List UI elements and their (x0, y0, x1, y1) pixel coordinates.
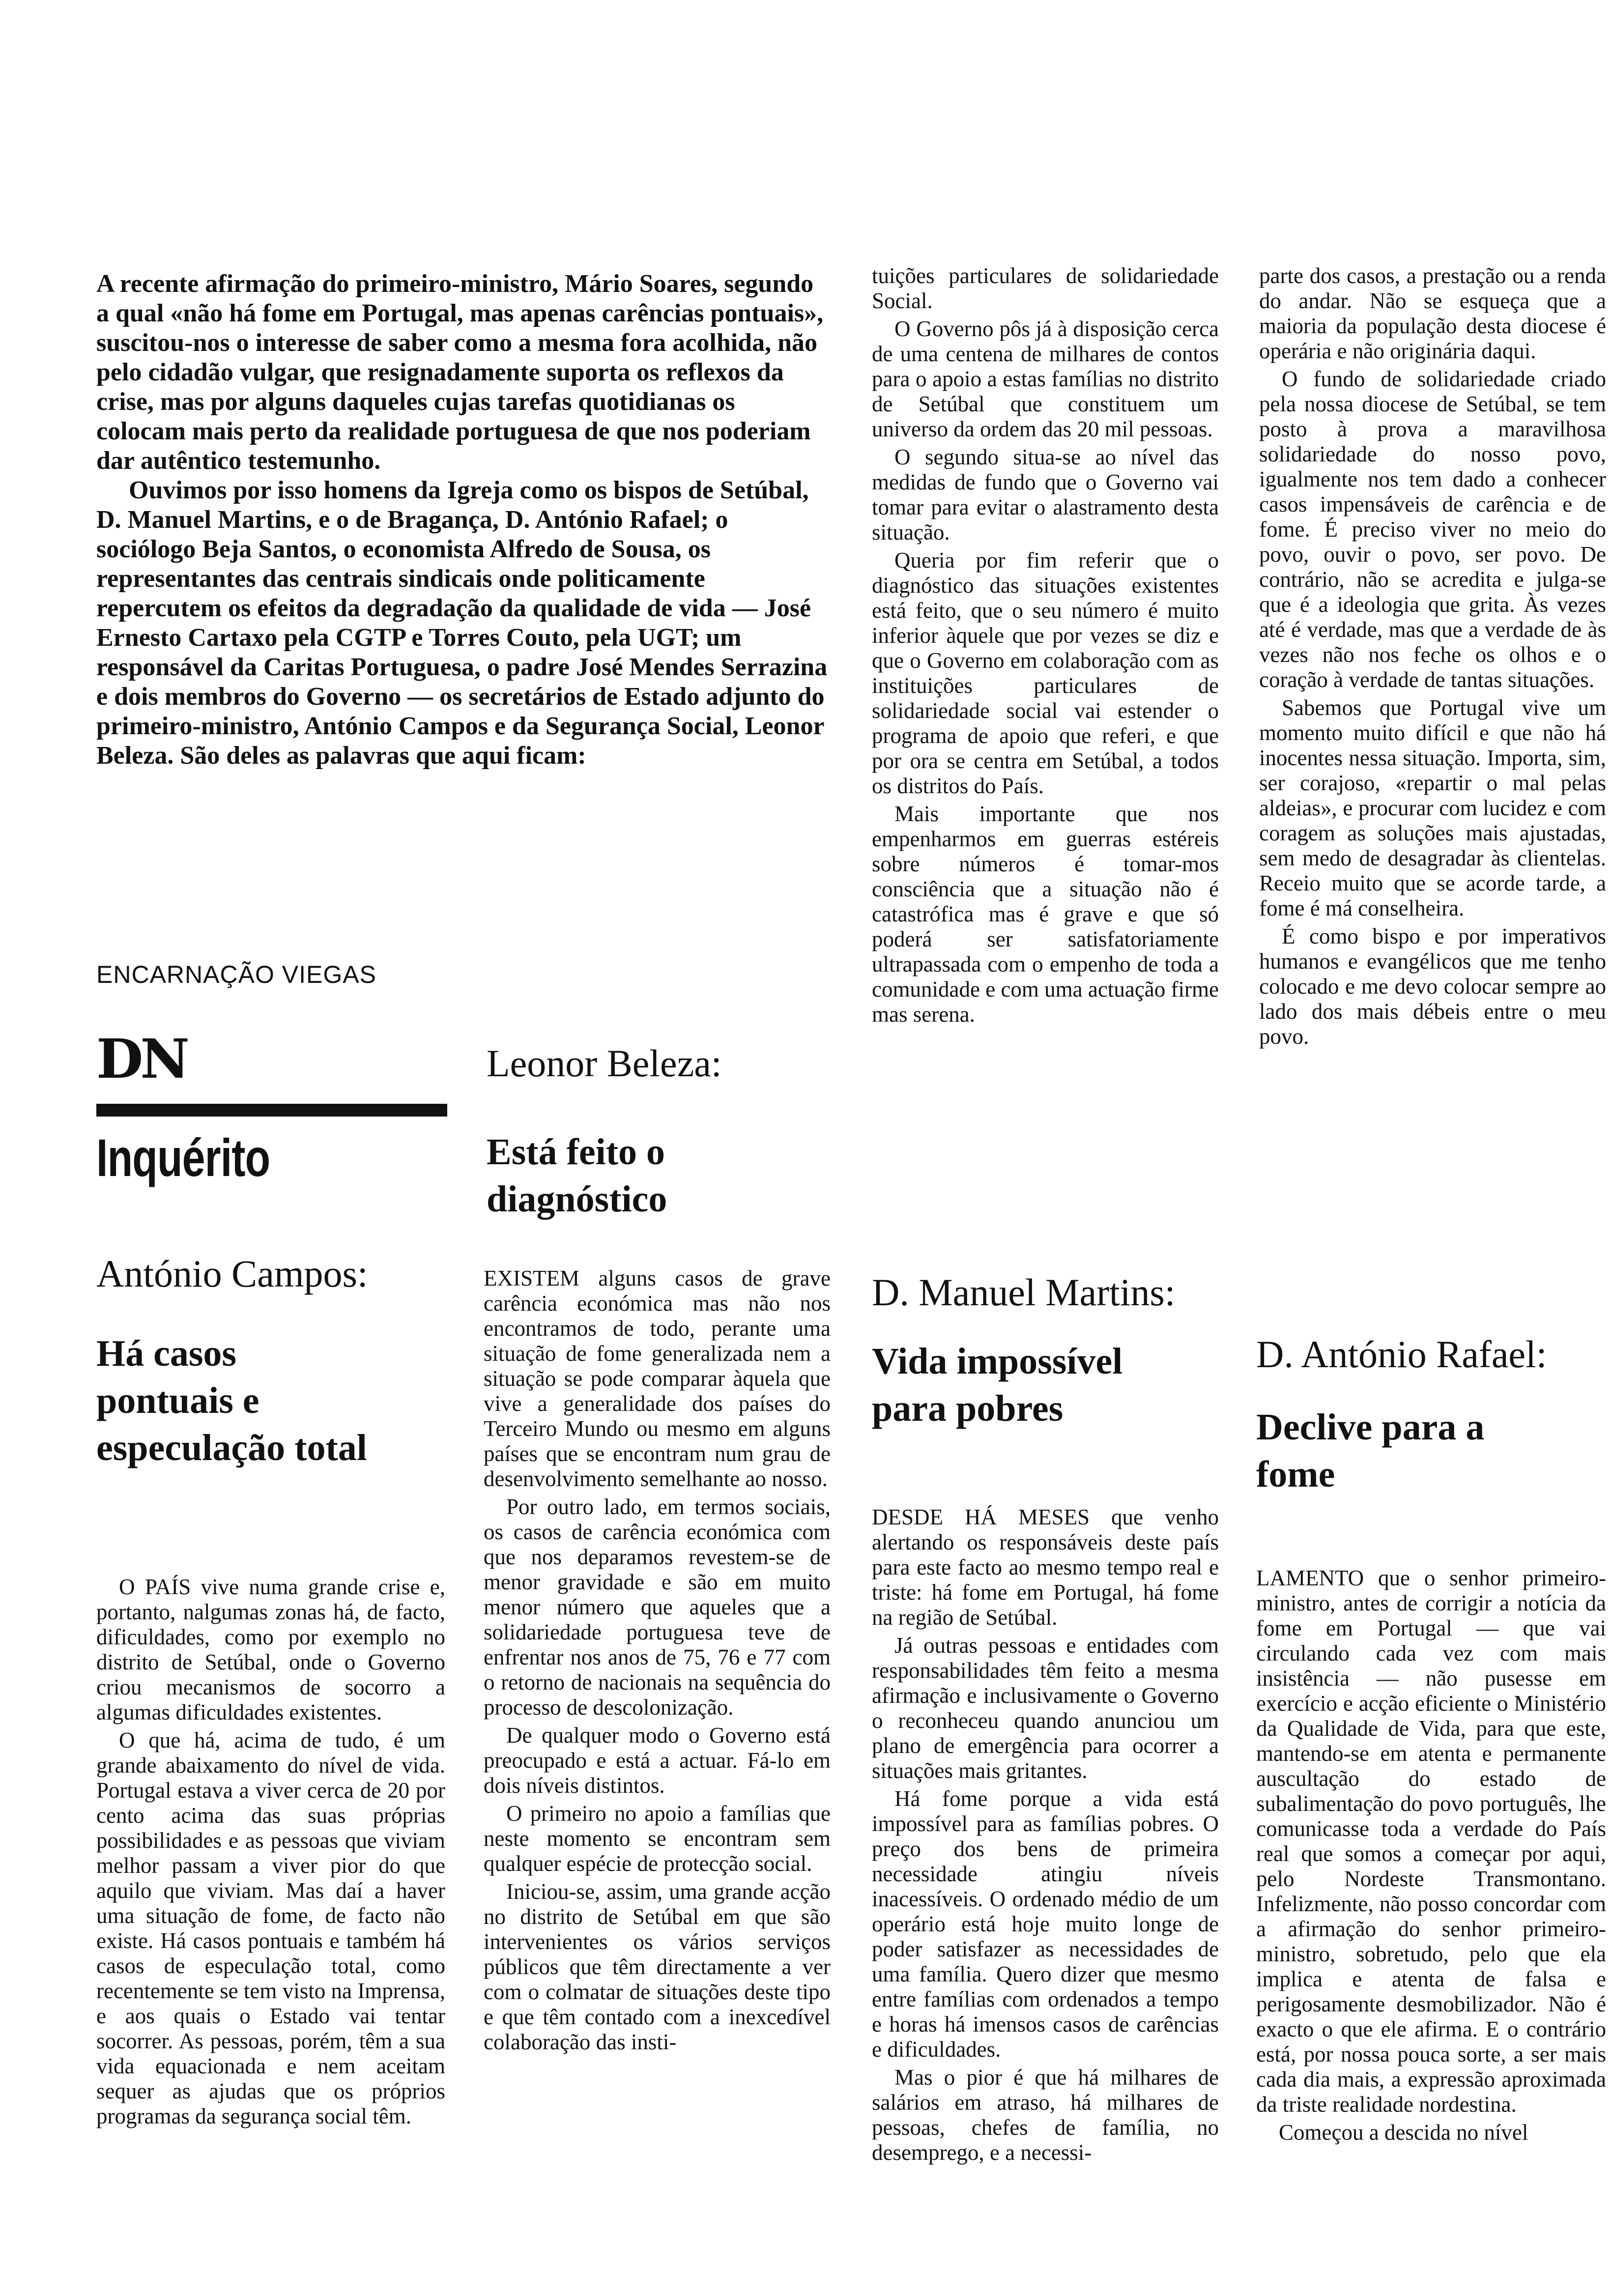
dn-logo: DN (96, 1027, 187, 1091)
article-paragraph: O Governo pôs já à disposição cerca de uma centena de milhares de contos para o apoio a estas famílias no distrito de Setúbal que constituem um universo da ordem das 20 mil pessoas. (872, 316, 1219, 441)
intro-text (96, 269, 829, 771)
article-paragraph: Há fome porque a vida está impossível para as famílias pobres. O preço dos bens de primeira necessidade atingiu níveis inacessíveis. O ordenado médio de um operário está hoje muito longe de poder satisfazer as necessidades de uma família. Quero dizer que mesmo entre famílias com ordenados a tempo e horas há imensos casos de carências e dificuldades. (872, 1786, 1219, 2062)
speaker-name: D. Manuel Martins: (872, 1271, 1176, 1314)
article-paragraph: DESDE HÁ MESES que venho alertando os responsáveis deste país para este facto ao mesmo tempo real e triste: há fome em Portugal, há fome na região de Setúbal. (872, 1505, 1219, 1630)
article-body (484, 1266, 831, 2055)
article-paragraph: O PAÍS vive numa grande crise e, portanto, nalgumas zonas há, de facto, dificuldades, como por exemplo no distrito de Setúbal, onde o Governo criou mecanismos de socorro a algumas dificuldades existentes. (96, 1575, 445, 1724)
article-body (1256, 1566, 1606, 2145)
intro-paragraph: Ouvimos por isso homens da Igreja como os bispos de Setúbal, D. Manuel Martins, e o de Bragança, D. António Rafael; o sociólogo Beja Santos, o economista Alfredo de Sousa, os representantes das centrais sindicais onde politicamente repercutem os efeitos da degradação da qualidade de vida — José Ernesto Cartaxo pela CGTP e Torres Couto, pela UGT; um responsável da Caritas Portuguesa, o padre José Mendes Serrazina e dois membros do Governo — os secretários de Estado adjunto do primeiro-ministro, António Campos e da Segurança Social, Leonor Beleza. São deles as palavras que aqui ficam: (96, 476, 828, 770)
article-paragraph: Começou a descida no nível (1279, 2120, 1528, 2145)
article-paragraph: O primeiro no apoio a famílias que neste momento se encontram sem qualquer espécie de protecção social. (484, 1801, 831, 1876)
article-headline: Declive para a fome (1256, 1406, 1485, 1495)
article-paragraph: Por outro lado, em termos sociais, os casos de carência económica com que nos deparamos revestem-se de menor gravidade e são em muito menor número que aqueles que a solidariedade portuguesa teve de enfrentar nos anos de 75, 76 e 77 com o retorno de nacionais na sequência do processo de descolonização. (484, 1494, 831, 1720)
article-headline: Está feito o diagnóstico (487, 1131, 667, 1220)
article-paragraph: O segundo situa-se ao nível das medidas de fundo que o Governo vai tomar para evitar o alastramento desta situação. (872, 445, 1219, 545)
article-paragraph: O que há, acima de tudo, é um grande abaixamento do nível de vida. Portugal estava a viver cerca de 20 por cento acima das suas próprias possibilidades e as pessoas que viviam melhor passam a viver pior do que aquilo que viviam. Mas daí a haver uma situação de fome, de facto não existe. Há casos pontuais e também há casos de especulação total, como recentemente se tem visto na Imprensa, e aos quais o Estado vai tentar socorrer. As pessoas, porém, têm a sua vida equacionada e nem aceitam sequer as ajudas que os próprios programas da segurança social têm. (96, 1728, 445, 2128)
article-headline: Há casos pontuais e especulação total (96, 1333, 367, 1468)
article-paragraph: Mas o pior é que há milhares de salários em atraso, há milhares de pessoas, chefes de família, no desemprego, e a necessi- (872, 2065, 1219, 2165)
article-body (872, 1505, 1219, 2165)
article-paragraph: Iniciou-se, assim, uma grande acção no distrito de Setúbal em que são intervenientes os vários serviços públicos que têm directamente a ver com o colmatar de situações deste tipo e que têm contado com a inexcedível colaboração das insti- (484, 1879, 831, 2054)
speaker-name: D. António Rafael: (1256, 1333, 1547, 1376)
article-body (96, 1575, 445, 2129)
intro-paragraph: A recente afirmação do primeiro-ministro, Mário Soares, segundo a qual «não há fome em Portugal, mas apenas carências pontuais», suscitou-nos o interesse de saber como a mesma fora acolhida, não pelo cidadão vulgar, que resignadamente suporta os reflexos da crise, mas por alguns daqueles cujas tarefas quotidianas os colocam mais perto da realidade portuguesa de que nos poderiam dar autêntico testemunho. (96, 270, 824, 475)
article-paragraph: Mais importante que nos empenharmos em guerras estéreis sobre números é tomar-mos consciência que a situação não é catastrófica mas é grave e que só poderá ser satisfatoriamente ultrapassada com o empenho de toda a comunidade e com uma actuação firme mas serena. (872, 802, 1219, 1027)
article-paragraph: LAMENTO que o senhor primeiro-ministro, antes de corrigir a notícia da fome em Portugal — que vai circulando cada vez com mais insistência — não pusesse em exercício e acção eficiente o Ministério da Qualidade de Vida, para que este, mantendo-se em atenta e permanente auscultação do estado de subalimentação do povo português, lhe comunicasse toda a verdade do País real que somos a começar por aqui, pelo Nordeste Transmontano. Infelizmente, não posso concordar com a afirmação do senhor primeiro-ministro, sobretudo, pelo que ela implica e atenta de falsa e perigosamente desmobilizador. Não é exacto o que ele afirma. E o contrário está, por nossa pouca sorte, a ser mais cada dia mais, a expressão aproximada da triste realidade nordestina. (1256, 1566, 1606, 2117)
article-paragraph: tuições particulares de solidariedade Social. (872, 263, 1219, 313)
speaker-name: Leonor Beleza: (487, 1042, 722, 1085)
speaker-name: António Campos: (96, 1252, 368, 1295)
article-paragraph: parte dos casos, a prestação ou a renda do andar. Não se esqueça que a maioria da população desta diocese é operária e não originária daqui. (1259, 263, 1606, 363)
article-paragraph: Já outras pessoas e entidades com responsabilidades têm feito a mesma afirmação e inclusivamente o Governo o reconheceu quando anunciou um plano de emergência para ocorrer a situações mais gritantes. (872, 1633, 1219, 1783)
article-paragraph: É como bispo e por imperativos humanos e evangélicos que me tenho colocado e me devo colocar sempre ao lado dos mais débeis entre o meu povo. (1259, 924, 1606, 1049)
section-rule (96, 1104, 447, 1117)
article-continuation (872, 263, 1219, 1027)
article-continuation (1259, 263, 1606, 1049)
article-paragraph: Sabemos que Portugal vive um momento muito difícil e que não há inocentes nessa situação. Importa, sim, ser corajoso, «repartir o mal pelas aldeias», e procurar com lucidez e com coragem as soluções mais ajustadas, sem medo de desagradar às clientelas. Receio muito que se acorde tarde, a fome é má conselheira. (1259, 695, 1606, 920)
article-paragraph: Queria por fim referir que o diagnóstico das situações existentes está feito, que o seu número é muito inferior àquele que por vezes se diz e que o Governo em colaboração com as instituições particulares de solidariedade social vai estender o programa de apoio que referi, e que por ora se centra em Setúbal, a todos os distritos do País. (872, 548, 1219, 798)
article-paragraph: EXISTEM alguns casos de grave carência económica mas não nos encontramos de todo, perante uma situação de fome generalizada nem a situação se pode comparar àquela que vive a generalidade dos países do Terceiro Mundo ou mesmo em alguns países que se encontram num grau de desenvolvimento semelhante ao nosso. (484, 1266, 831, 1491)
section-title: Inquérito (96, 1128, 270, 1187)
article-headline: Vida impossível para pobres (872, 1341, 1123, 1429)
article-paragraph: De qualquer modo o Governo está preocupado e está a actuar. Fá-lo em dois níveis distintos. (484, 1723, 831, 1798)
byline: ENCARNAÇÃO VIEGAS (96, 961, 376, 988)
article-paragraph: O fundo de solidariedade criado pela nossa diocese de Setúbal, se tem posto à prova a maravilhosa solidariedade do nosso povo, igualmente nos tem dado a conhecer casos impensáveis de carência e de fome. É preciso viver no meio do povo, ouvir o povo, ser povo. De contrário, não se acredita e julga-se que é a ideologia que grita. Às vezes até é verdade, mas que a verdade de às vezes não nos feche os olhos e o coração à verdade de tantas situações. (1259, 367, 1606, 692)
